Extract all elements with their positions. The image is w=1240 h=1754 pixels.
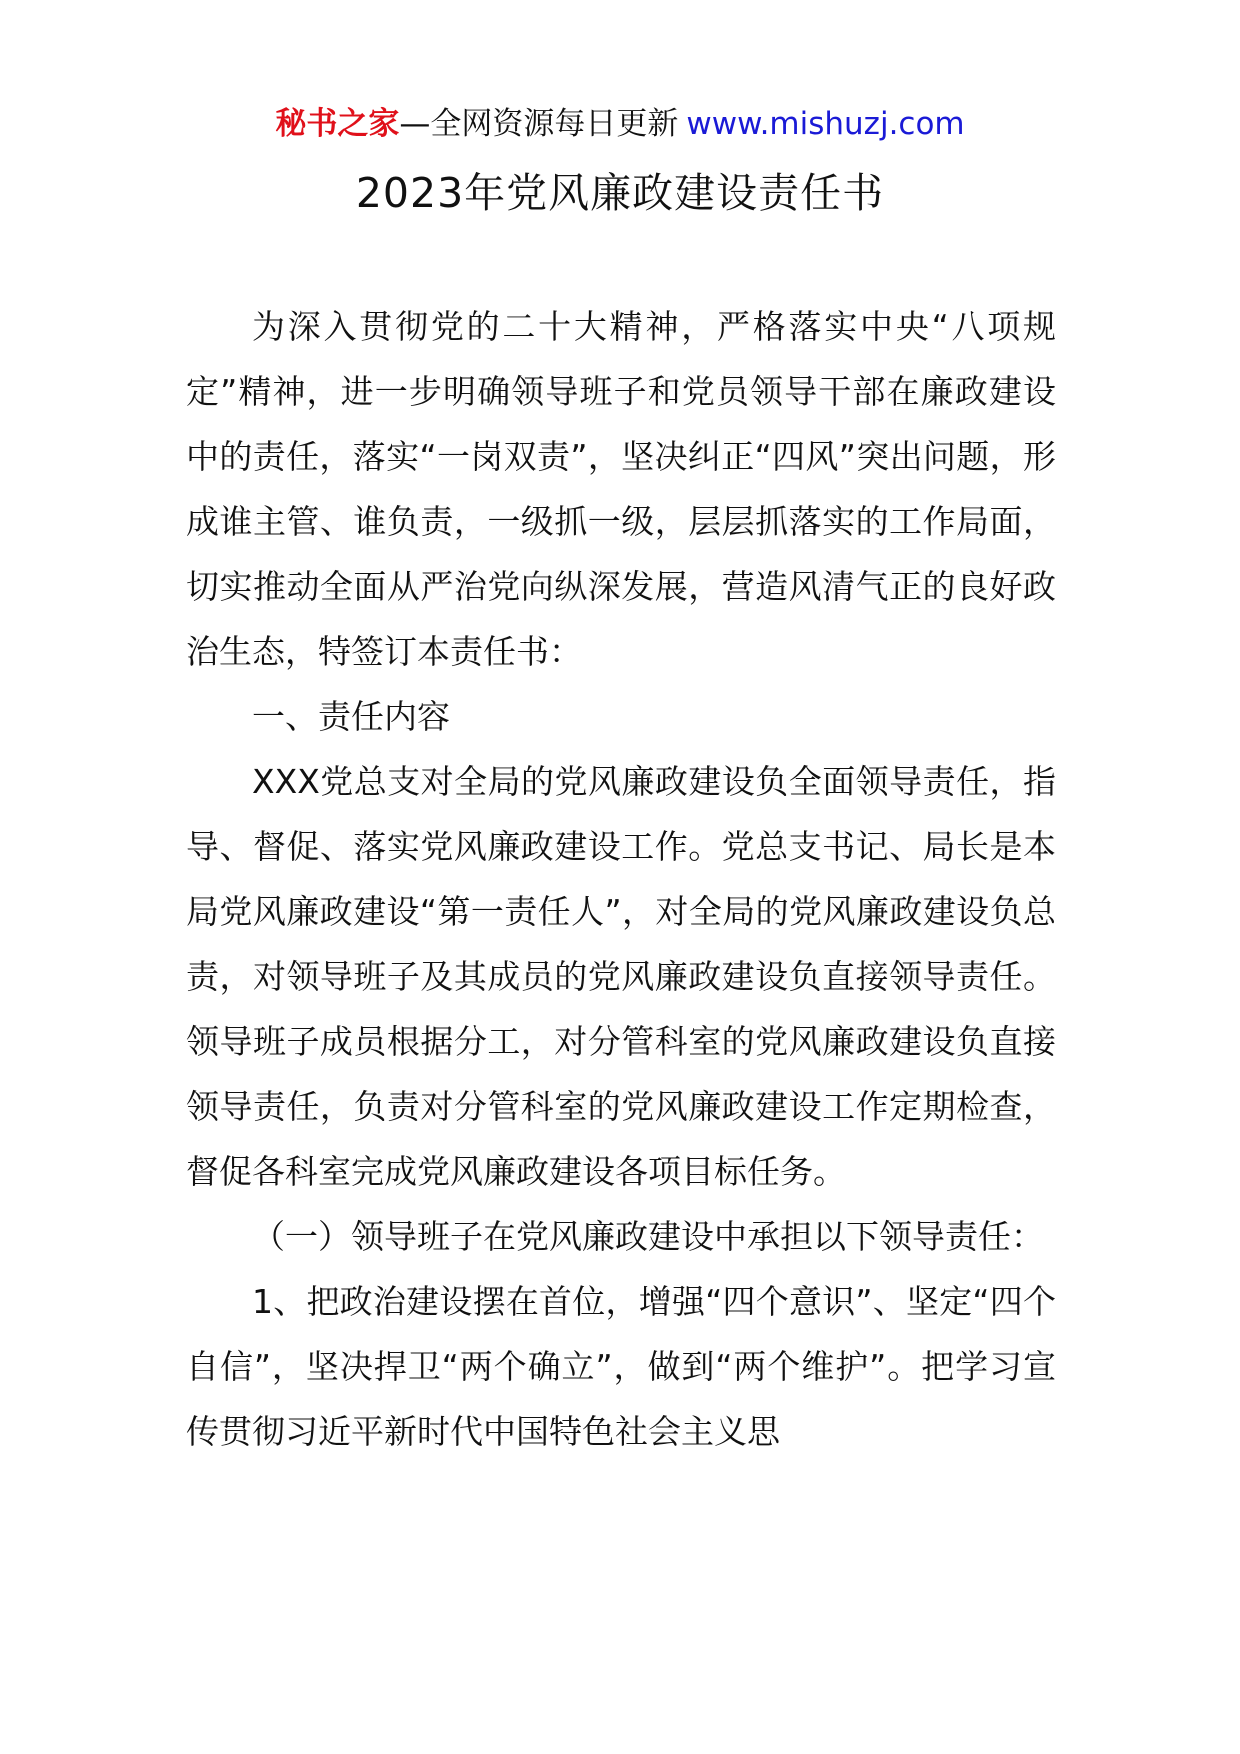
subsection-heading: （一）领导班子在党风廉政建设中承担以下领导责任： xyxy=(252,1217,1044,1256)
section-heading: 一、责任内容 xyxy=(252,697,450,736)
intro-paragraph: 为深入贯彻党的二十大精神，严格落实中央“八项规定”精神，进一步明确领导班子和党员领导干部在廉政建设中的责任，落实“一岗双责”，坚决纠正“四风”突出问题，形成谁主管、谁负责，一级抓一级，层层抓落实的工作局面，切实推动全面从严治党向纵深发展，营造风清气正的良好政治生态，特签订本责任书： xyxy=(186,307,1056,671)
document-title: 2023年党风廉政建设责任书 xyxy=(355,169,885,217)
brand-name: 秘书之家 xyxy=(275,106,400,142)
document-body xyxy=(186,294,1056,1464)
list-item-paragraph: 1、把政治建设摆在首位，增强“四个意识”、坚定“四个自信”，坚决捍卫“两个确立”，做到“两个维护”。把学习宣传贯彻习近平新时代中国特色社会主义思 xyxy=(186,1282,1056,1451)
site-slogan: —全网资源每日更新 xyxy=(399,106,679,142)
body-paragraph: XXX党总支对全局的党风廉政建设负全面领导责任，指导、督促、落实党风廉政建设工作。党总支书记、局长是本局党风廉政建设“第一责任人”，对全局的党风廉政建设负总责，对领导班子及其成员的党风廉政建设负直接领导责任。领导班子成员根据分工，对分管科室的党风廉政建设负直接领导责任，负责对分管科室的党风廉政建设工作定期检查，督促各科室完成党风廉政建设各项目标任务。 xyxy=(186,762,1056,1191)
site-url-link[interactable]: www.mishuzj.com xyxy=(686,106,965,142)
site-header xyxy=(0,104,1240,144)
